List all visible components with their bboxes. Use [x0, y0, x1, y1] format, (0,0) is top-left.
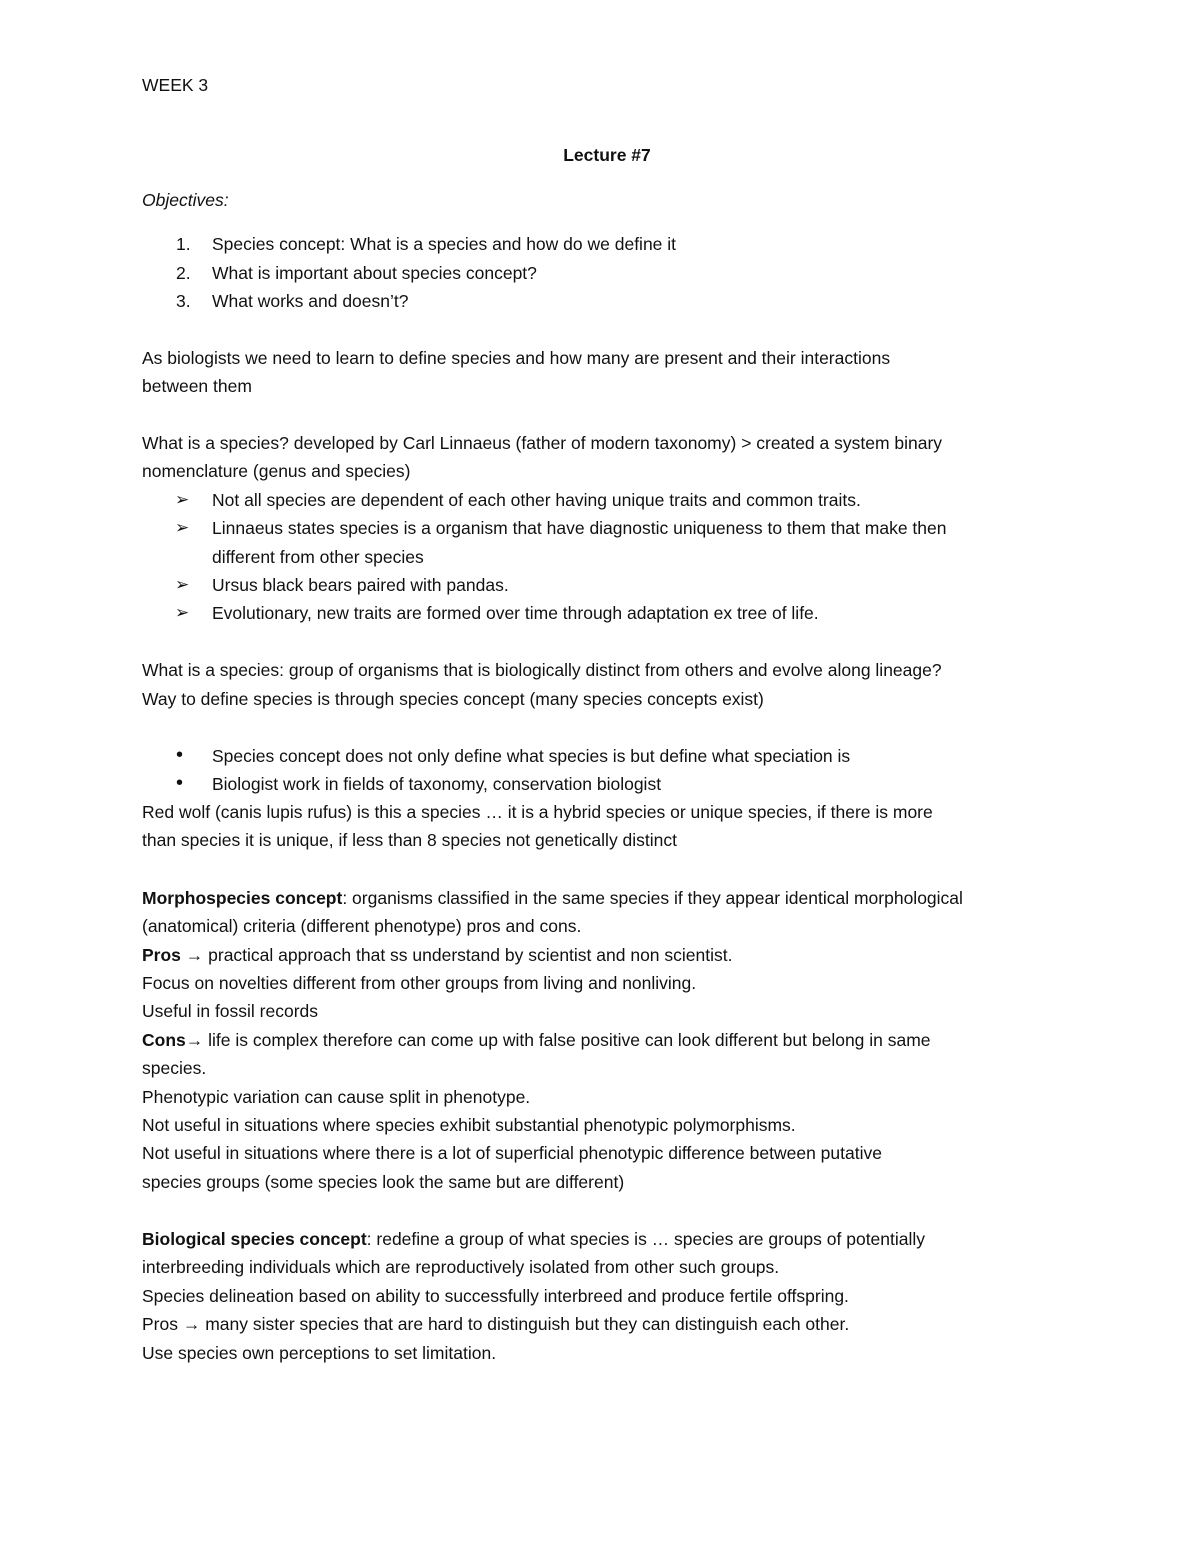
right-arrow-icon: → [185, 1030, 204, 1050]
pros-text: many sister species that are hard to distinguish but they can distinguish each other. [200, 1314, 850, 1334]
list-number: 3. [176, 291, 191, 311]
arrow-bullet-icon: ➢ [175, 575, 190, 594]
morphospecies-text: Phenotypic variation can cause split in phenotype. [142, 1087, 531, 1107]
pros-label: Pros [142, 945, 181, 965]
list-item: Biologist work in fields of taxonomy, conservation biologist [212, 774, 662, 794]
morphospecies-text: Focus on novelties different from other groups from living and nonliving. [142, 973, 697, 993]
biological-text: interbreeding individuals which are reproductively isolated from other such groups. [142, 1257, 780, 1277]
arrow-bullet-icon: ➢ [175, 490, 190, 509]
species-paragraph: What is a species? developed by Carl Linnaeus (father of modern taxonomy) > created a system binary [142, 433, 943, 453]
right-arrow-icon: → [182, 1314, 201, 1334]
species-definition: Way to define species is through species concept (many species concepts exist) [142, 689, 764, 709]
morphospecies-pros [142, 944, 732, 966]
intro-paragraph: As biologists we need to learn to define species and how many are present and their interactions [142, 348, 891, 368]
cons-text: life is complex therefore can come up with false positive can look different but belong in same [203, 1030, 931, 1050]
biological-pros [142, 1313, 849, 1335]
biological-definition: : redefine a group of what species is … species are groups of potentially [366, 1229, 926, 1249]
arrow-bullet-icon: ➢ [175, 603, 190, 622]
cons-label: Cons [142, 1030, 186, 1050]
right-arrow-icon: → [185, 945, 204, 965]
list-item: different from other species [212, 547, 424, 567]
biological-text: Use species own perceptions to set limitation. [142, 1343, 497, 1363]
list-item: Species concept: What is a species and how do we define it [212, 234, 677, 254]
list-item: What works and doesn’t? [212, 291, 409, 311]
list-item: Linnaeus states species is a organism that have diagnostic uniqueness to them that make then [212, 518, 947, 538]
species-definition: What is a species: group of organisms that is biologically distinct from others and evolve along lineage? [142, 660, 942, 680]
morphospecies-text: Not useful in situations where there is a lot of superficial phenotypic difference between putative [142, 1143, 882, 1163]
list-item: Species concept does not only define what species is but define what speciation is [212, 746, 851, 766]
morphospecies-text: species. [142, 1058, 207, 1078]
morphospecies-term: Morphospecies concept [142, 888, 343, 908]
dot-bullet-icon: • [176, 772, 184, 794]
list-item: Ursus black bears paired with pandas. [212, 575, 509, 595]
list-item: Evolutionary, new traits are formed over time through adaptation ex tree of life. [212, 603, 819, 623]
biological-term: Biological species concept [142, 1229, 367, 1249]
morphospecies-text: Useful in fossil records [142, 1001, 319, 1021]
list-number: 1. [176, 234, 191, 254]
pros-text: practical approach that ss understand by scientist and non scientist. [203, 945, 733, 965]
arrow-bullet-icon: ➢ [175, 518, 190, 537]
dot-bullet-icon: • [176, 744, 184, 766]
morphospecies-text: (anatomical) criteria (different phenotype) pros and cons. [142, 916, 582, 936]
species-paragraph: nomenclature (genus and species) [142, 461, 411, 481]
pros-label: Pros [142, 1314, 178, 1334]
intro-paragraph: between them [142, 376, 252, 396]
red-wolf-paragraph: than species it is unique, if less than 8 species not genetically distinct [142, 830, 678, 850]
page-header: WEEK 3 [142, 75, 209, 95]
morphospecies-heading-line [142, 887, 963, 909]
list-item: What is important about species concept? [212, 263, 537, 283]
biological-heading-line [142, 1228, 925, 1250]
list-item: Not all species are dependent of each other having unique traits and common traits. [212, 490, 861, 510]
red-wolf-paragraph: Red wolf (canis lupis rufus) is this a species … it is a hybrid species or unique species, if there is more [142, 802, 933, 822]
morphospecies-definition: : organisms classified in the same species if they appear identical morphological [342, 888, 963, 908]
lecture-title: Lecture #7 [563, 145, 651, 165]
morphospecies-text: species groups (some species look the same but are different) [142, 1172, 625, 1192]
objectives-label: Objectives: [142, 190, 229, 210]
morphospecies-text: Not useful in situations where species exhibit substantial phenotypic polymorphisms. [142, 1115, 796, 1135]
list-number: 2. [176, 263, 191, 283]
morphospecies-cons [142, 1029, 931, 1051]
biological-text: Species delineation based on ability to successfully interbreed and produce fertile offspring. [142, 1286, 849, 1306]
